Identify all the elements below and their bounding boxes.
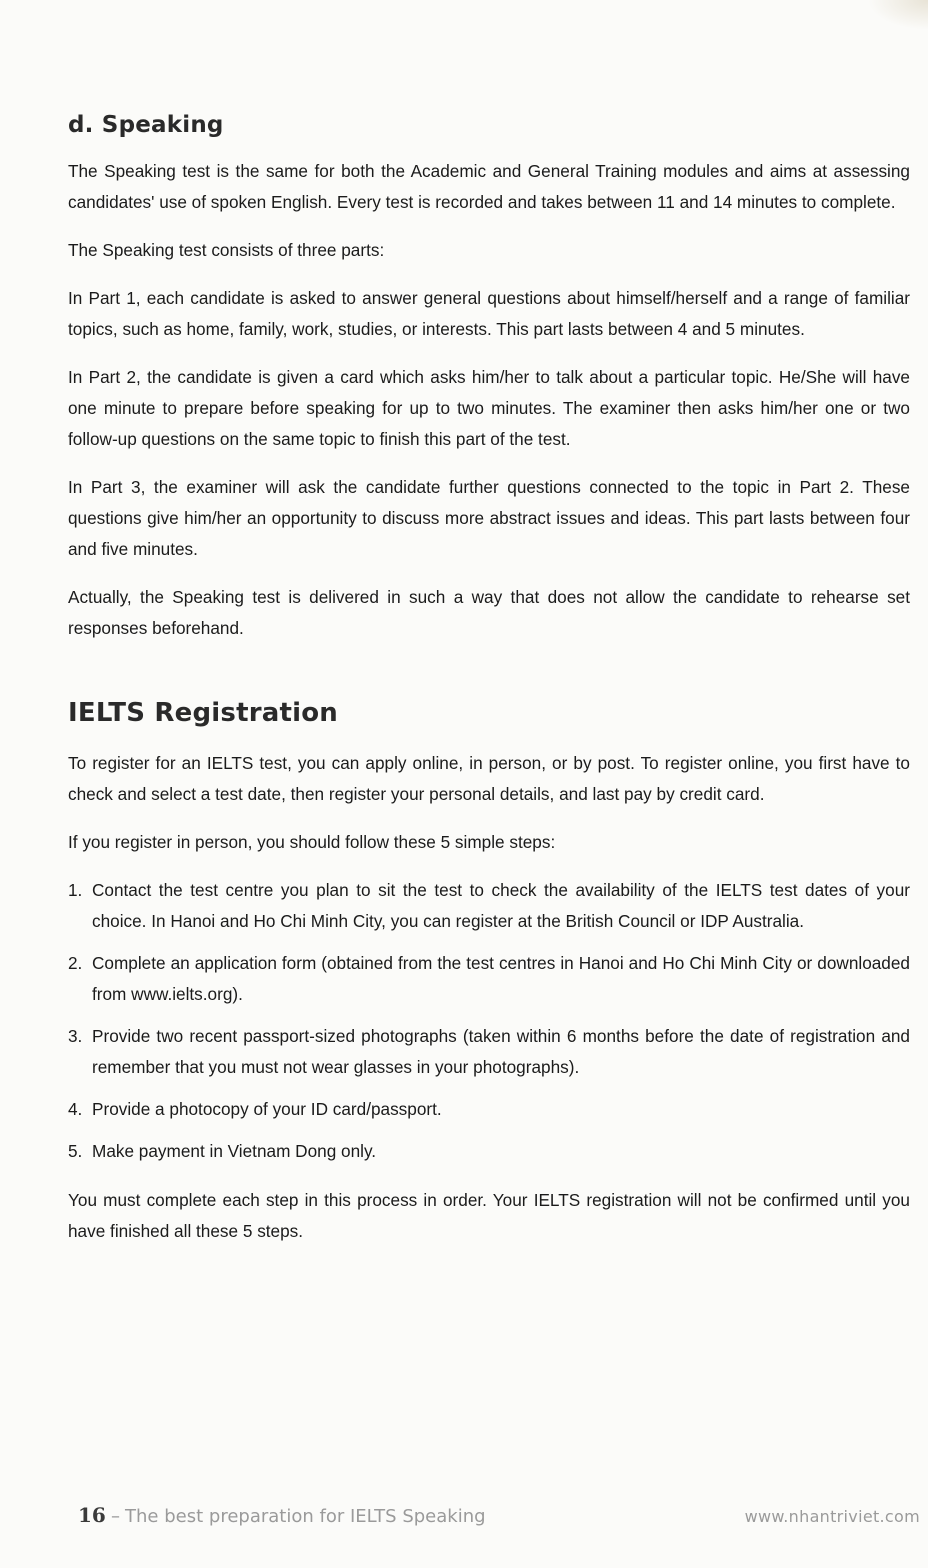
- footer-separator: –: [110, 1506, 120, 1527]
- list-item-number: 2.: [68, 953, 83, 973]
- list-item: [68, 875, 910, 937]
- speaking-paragraph: In Part 3, the examiner will ask the candidate further questions connected to the topic in Part 2. These questions give him/her an opportunity to discuss more abstract issues and ideas. This part lasts between four and five minutes.: [68, 477, 910, 559]
- list-item-text: Contact the test centre you plan to sit the test to check the availability of the IELTS test dates of your choice. In Hanoi and Ho Chi Minh City, you can register at the British Council or IDP Australia.: [92, 880, 910, 931]
- registration-heading: IELTS Registration: [68, 698, 338, 728]
- list-item: [68, 1136, 910, 1167]
- book-title: The best preparation for IELTS Speaking: [125, 1506, 486, 1527]
- speaking-paragraph: Actually, the Speaking test is delivered in such a way that does not allow the candidate to rehearse set responses beforehand.: [68, 587, 910, 638]
- list-item: [68, 948, 910, 1010]
- speaking-paragraph: The Speaking test consists of three parts:: [68, 240, 385, 260]
- page-number: 16: [78, 1503, 106, 1527]
- page-content: [68, 112, 910, 1264]
- speaking-paragraph: In Part 2, the candidate is given a card which asks him/her to talk about a particular topic. He/She will have one minute to prepare before speaking for up to two minutes. The examiner then asks him/her one or two follow-up questions on the same topic to finish this part of the test.: [68, 367, 910, 449]
- list-item-text: Make payment in Vietnam Dong only.: [92, 1141, 377, 1161]
- page-corner-shadow: [868, 0, 928, 30]
- speaking-section: [68, 112, 910, 644]
- list-item-text: Provide two recent passport-sized photographs (taken within 6 months before the date of registration and remember that you must not wear glasses in your photographs).: [92, 1026, 910, 1077]
- registration-closing: You must complete each step in this process in order. Your IELTS registration will not be confirmed until you have finished all these 5 steps.: [68, 1190, 910, 1241]
- registration-steps-list: [68, 875, 910, 1167]
- list-item: [68, 1094, 910, 1125]
- registration-steps-intro: If you register in person, you should follow these 5 simple steps:: [68, 832, 556, 852]
- speaking-paragraph: The Speaking test is the same for both the Academic and General Training modules and aims at assessing candidates' use of spoken English. Every test is recorded and takes between 11 and 14 minutes to complete.: [68, 161, 910, 212]
- list-item-text: Provide a photocopy of your ID card/passport.: [92, 1099, 442, 1119]
- list-item: [68, 1021, 910, 1083]
- publisher-website: www.nhantriviet.com: [744, 1507, 920, 1526]
- registration-section: [68, 698, 910, 1247]
- list-item-number: 5.: [68, 1141, 83, 1161]
- registration-intro: To register for an IELTS test, you can apply online, in person, or by post. To register online, you first have to check and select a test date, then register your personal details, and last pay by credit card.: [68, 753, 910, 804]
- list-item-number: 1.: [68, 880, 83, 900]
- speaking-paragraph: In Part 1, each candidate is asked to answer general questions about himself/herself and a range of familiar topics, such as home, family, work, studies, or interests. This part lasts between 4 and 5 minutes.: [68, 288, 910, 339]
- list-item-number: 4.: [68, 1099, 83, 1119]
- list-item-number: 3.: [68, 1026, 83, 1046]
- speaking-heading: d. Speaking: [68, 112, 224, 138]
- list-item-text: Complete an application form (obtained from the test centres in Hanoi and Ho Chi Minh City or downloaded from www.ielts.org).: [92, 953, 910, 1004]
- page-footer: [78, 1503, 920, 1533]
